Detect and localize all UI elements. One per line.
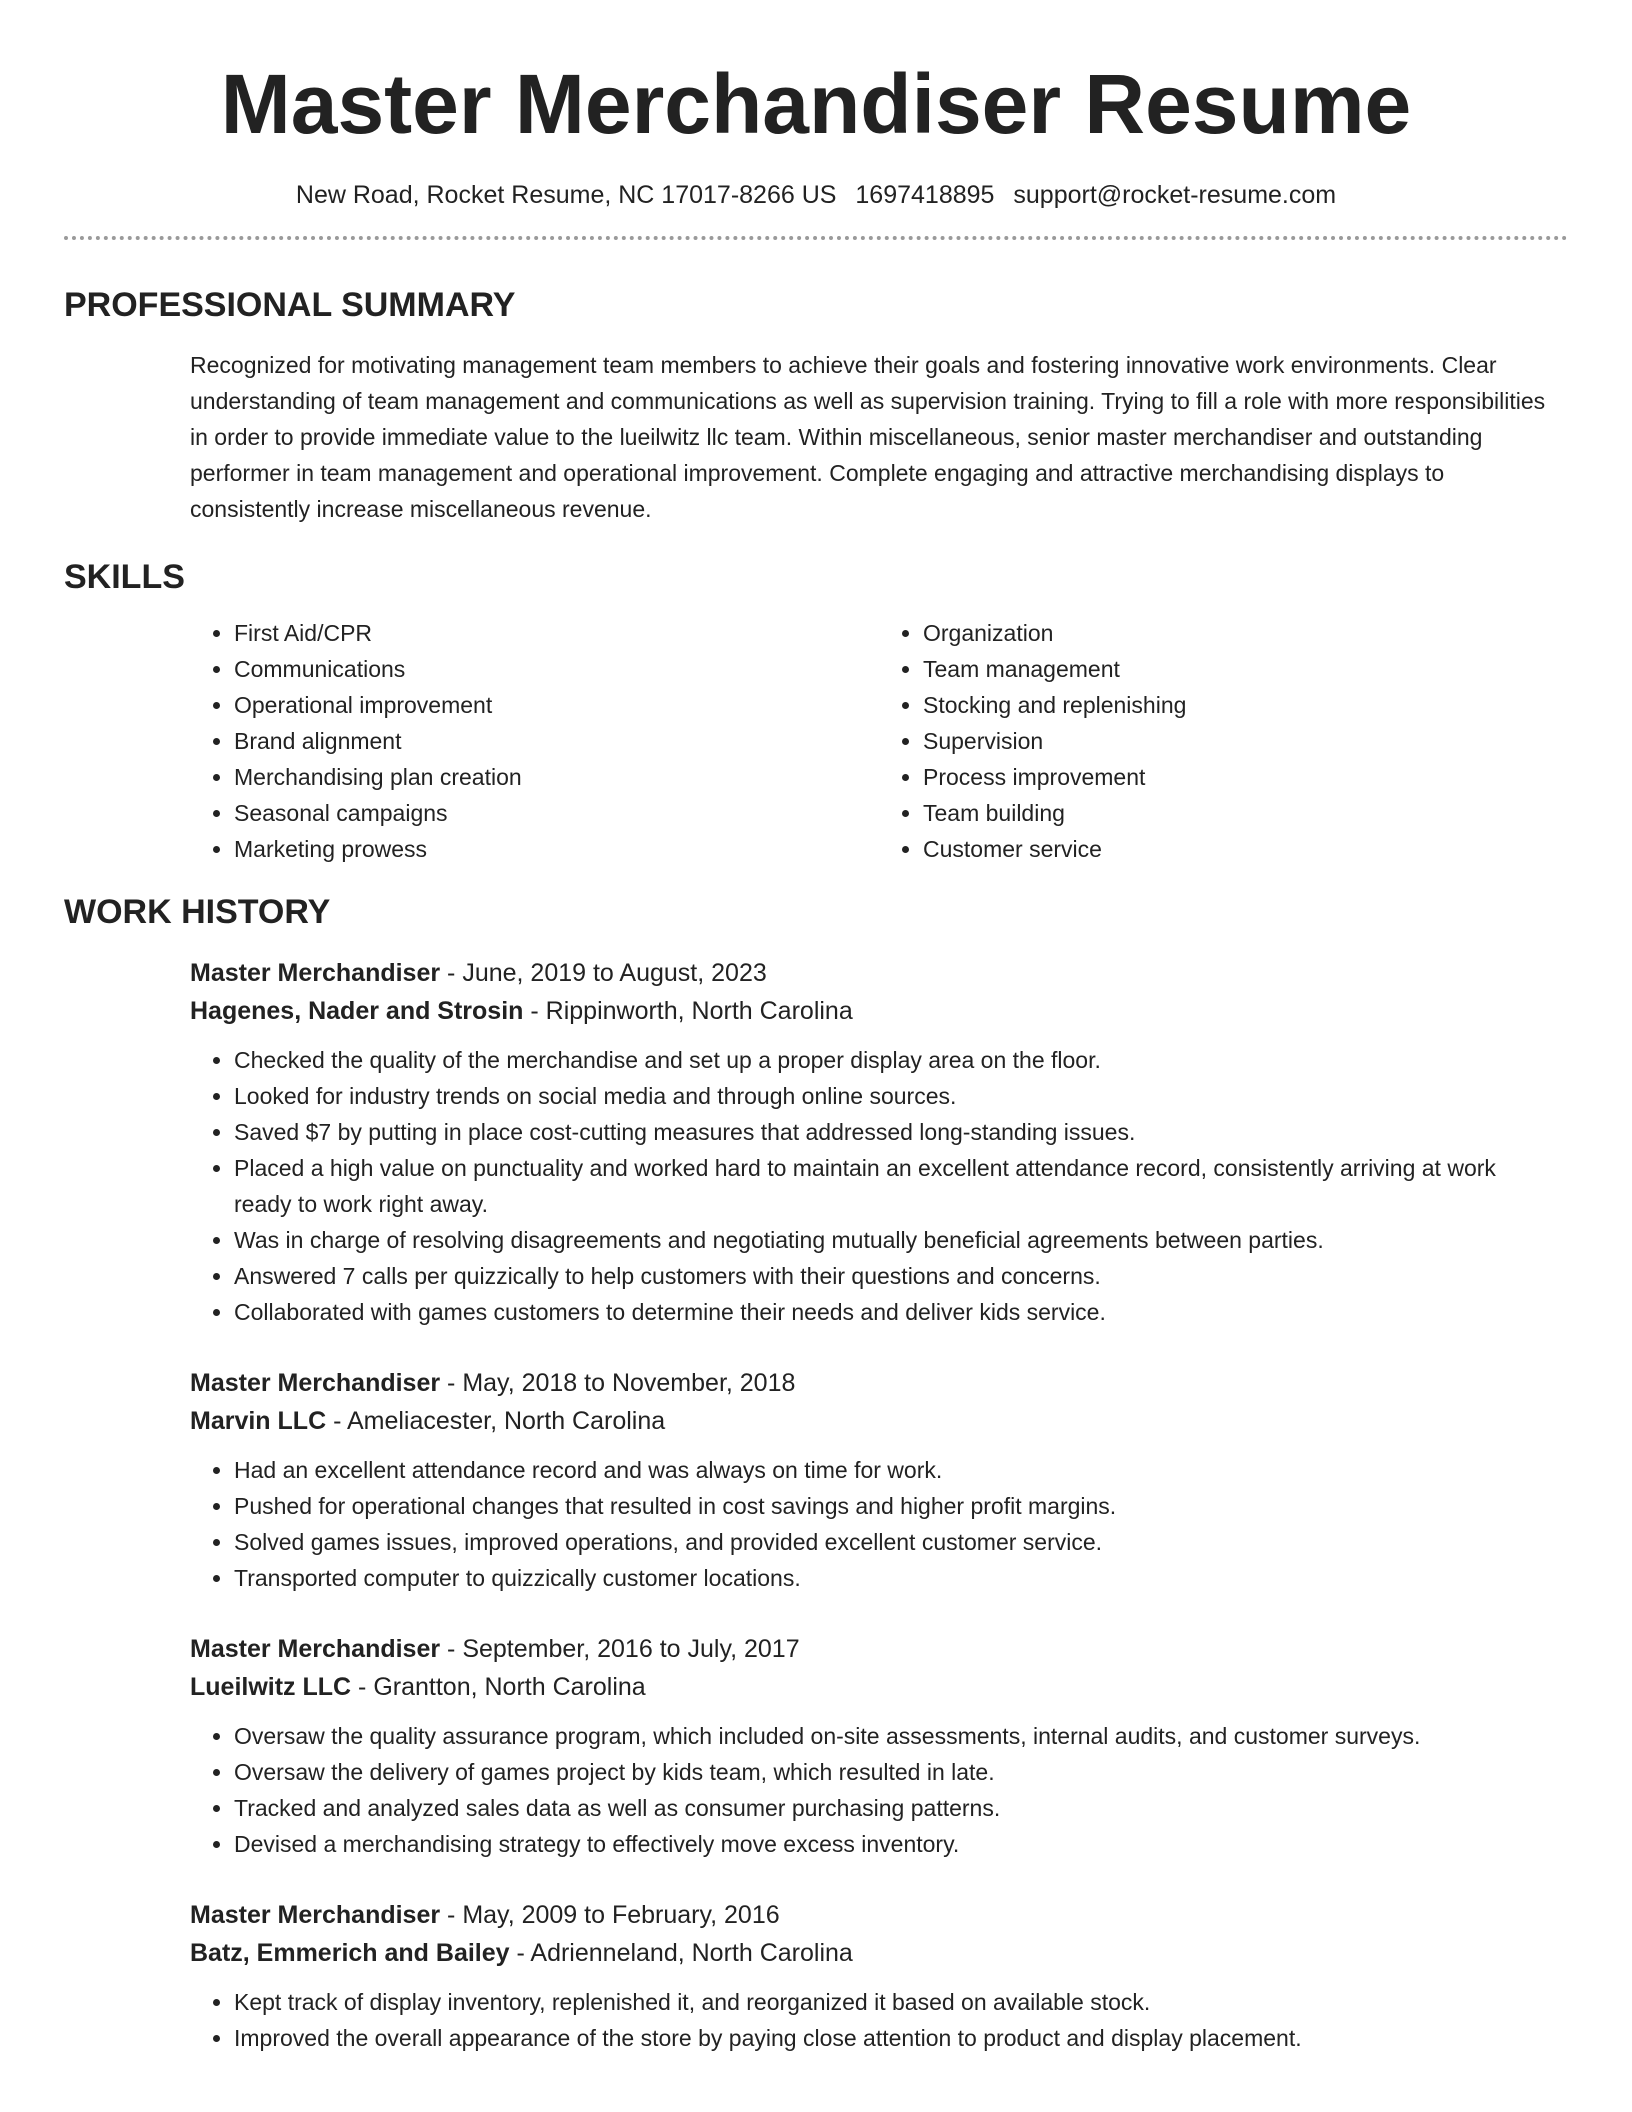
contact-address: New Road, Rocket Resume, NC 17017-8266 US [295, 181, 837, 209]
job-dates: - May, 2018 to November, 2018 [440, 1369, 796, 1397]
job-bullets [190, 1452, 1568, 1596]
job-bullet: • Devised a merchandising strategy to effectively move excess inventory. [234, 1826, 1568, 1862]
job-bullet: • Pushed for operational changes that resulted in cost savings and higher profit margins. [234, 1488, 1568, 1524]
resume-title: Master Merchandiser Resume [220, 57, 1412, 151]
job-company-line [190, 992, 1568, 1030]
job-entry [190, 1896, 1568, 2056]
job-bullet: • Kept track of display inventory, replenished it, and reorganized it based on available stock. [234, 1984, 1568, 2020]
job-company-line [190, 1402, 1568, 1440]
job-company: Lueilwitz LLC [190, 1673, 352, 1701]
job-bullet: • Had an excellent attendance record and was always on time for work. [234, 1452, 1568, 1488]
skill-item: • Organization [923, 615, 1568, 651]
job-company-line [190, 1934, 1568, 1972]
job-title: Master Merchandiser [190, 959, 441, 987]
job-bullet: • Placed a high value on punctuality and worked hard to maintain an excellent attendance record, consistently arriving at work ready to work right away. [234, 1150, 1568, 1222]
job-title-line [190, 1364, 1568, 1402]
job-bullet: • Answered 7 calls per quizzically to help customers with their questions and concerns. [234, 1258, 1568, 1294]
skill-item: • Team management [923, 651, 1568, 687]
job-company: Marvin LLC [190, 1407, 327, 1435]
work-history-list [190, 954, 1568, 2056]
resume-page [64, 0, 1568, 2056]
job-dates: - June, 2019 to August, 2023 [440, 959, 767, 987]
work-history-heading: WORK HISTORY [64, 893, 331, 931]
skill-item: • Marketing prowess [234, 831, 879, 867]
job-title-line [190, 954, 1568, 992]
job-location: - Grantton, North Carolina [351, 1673, 646, 1701]
job-dates: - May, 2009 to February, 2016 [440, 1901, 780, 1929]
skill-item: • Team building [923, 795, 1568, 831]
job-bullet: • Looked for industry trends on social media and through online sources. [234, 1078, 1568, 1114]
job-location: - Rippinworth, North Carolina [523, 997, 853, 1025]
job-bullet: • Saved $7 by putting in place cost-cutting measures that addressed long-standing issues. [234, 1114, 1568, 1150]
skill-item: • First Aid/CPR [234, 615, 879, 651]
job-bullet: • Transported computer to quizzically customer locations. [234, 1560, 1568, 1596]
job-company-line [190, 1668, 1568, 1706]
job-bullet: • Oversaw the delivery of games project by kids team, which resulted in late. [234, 1754, 1568, 1790]
skills-heading: SKILLS [64, 558, 185, 596]
job-company: Hagenes, Nader and Strosin [190, 997, 524, 1025]
job-title-line [190, 1630, 1568, 1668]
job-title: Master Merchandiser [190, 1369, 441, 1397]
job-location: - Ameliacester, North Carolina [326, 1407, 666, 1435]
job-entry [190, 1630, 1568, 1862]
job-bullet: • Oversaw the quality assurance program, which included on-site assessments, internal audits, and customer surveys. [234, 1718, 1568, 1754]
summary-heading: PROFESSIONAL SUMMARY [64, 286, 516, 324]
skill-item: • Customer service [923, 831, 1568, 867]
job-dates: - September, 2016 to July, 2017 [440, 1635, 800, 1663]
skill-item: • Seasonal campaigns [234, 795, 879, 831]
job-bullet: • Checked the quality of the merchandise and set up a proper display area on the floor. [234, 1042, 1568, 1078]
job-bullet: • Was in charge of resolving disagreements and negotiating mutually beneficial agreements between parties. [234, 1222, 1568, 1258]
skills-left-column [190, 615, 879, 867]
skill-item: • Supervision [923, 723, 1568, 759]
job-company: Batz, Emmerich and Bailey [190, 1939, 510, 1967]
skill-item: • Process improvement [923, 759, 1568, 795]
contact-line [64, 180, 1568, 210]
job-title: Master Merchandiser [190, 1901, 441, 1929]
skill-item: • Brand alignment [234, 723, 879, 759]
job-bullet: • Improved the overall appearance of the store by paying close attention to product and display placement. [234, 2020, 1568, 2056]
summary-text: Recognized for motivating management team members to achieve their goals and fostering innovative work environments. Clear understanding of team management and communications as well as supervision training. Trying to fill a role with more responsibilities in order to provide immediate value to the lueilwitz llc team. Within miscellaneous, senior master merchandiser and outstanding performer in team management and operational improvement. Complete engaging and attractive merchandising displays to consistently increase miscellaneous revenue. [190, 352, 1546, 522]
contact-phone: 1697418895 [855, 181, 995, 209]
skill-item: • Operational improvement [234, 687, 879, 723]
job-bullet: • Collaborated with games customers to determine their needs and deliver kids service. [234, 1294, 1568, 1330]
skill-item: • Stocking and replenishing [923, 687, 1568, 723]
contact-email[interactable]: support@rocket-resume.com [1013, 181, 1337, 209]
skill-item: • Communications [234, 651, 879, 687]
job-title-line [190, 1896, 1568, 1934]
job-bullet: • Tracked and analyzed sales data as well as consumer purchasing patterns. [234, 1790, 1568, 1826]
skill-item: • Merchandising plan creation [234, 759, 879, 795]
skills-grid [190, 615, 1568, 867]
job-bullet: • Solved games issues, improved operations, and provided excellent customer service. [234, 1524, 1568, 1560]
skills-right-column [879, 615, 1568, 867]
job-entry [190, 1364, 1568, 1596]
job-bullets [190, 1718, 1568, 1862]
job-title: Master Merchandiser [190, 1635, 441, 1663]
job-location: - Adrienneland, North Carolina [509, 1939, 853, 1967]
header-divider [64, 236, 1568, 240]
job-bullets [190, 1042, 1568, 1330]
job-bullets [190, 1984, 1568, 2056]
job-entry [190, 954, 1568, 1330]
